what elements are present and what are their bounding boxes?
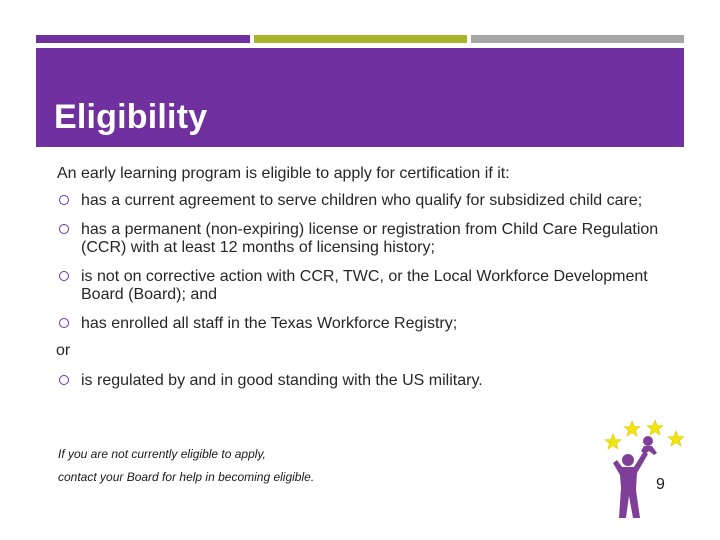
alternative-list <box>57 372 677 390</box>
page-number: 9 <box>656 476 665 493</box>
eligibility-list <box>57 192 677 333</box>
list-item <box>57 268 677 304</box>
slide-title: Eligibility <box>54 98 208 136</box>
intro-text: An early learning program is eligible to apply for certification if it: <box>57 165 510 182</box>
list-item-text: is not on corrective action with CCR, TWC, or the Local Workforce Development Board (Board); and <box>81 268 648 303</box>
list-item <box>57 221 677 257</box>
list-item-text: has a current agreement to serve children who qualify for subsidized child care; <box>81 192 643 209</box>
star-icon <box>668 431 684 446</box>
adult-head-icon <box>622 454 634 466</box>
slide-body <box>57 164 677 401</box>
list-item <box>57 315 677 333</box>
star-icon <box>647 420 663 435</box>
title-band <box>36 48 684 147</box>
list-item <box>57 372 677 390</box>
hollow-circle-bullet-icon <box>59 224 69 234</box>
footnote-line-2: contact your Board for help in becoming eligible. <box>58 470 315 484</box>
accent-bar-green <box>254 35 467 43</box>
accent-bar-purple <box>36 35 250 43</box>
hollow-circle-bullet-icon <box>59 375 69 385</box>
hollow-circle-bullet-icon <box>59 195 69 205</box>
accent-bar-gray <box>471 35 684 43</box>
list-item <box>57 192 677 210</box>
star-icon <box>624 421 640 436</box>
star-icon <box>605 434 621 449</box>
reaching-for-stars-logo <box>600 418 690 523</box>
footnote-line-1: If you are not currently eligible to apply, <box>58 447 266 461</box>
list-item-text: is regulated by and in good standing with the US military. <box>81 372 483 389</box>
child-head-icon <box>643 436 653 446</box>
or-label: or <box>56 342 71 359</box>
list-item-text: has a permanent (non-expiring) license or registration from Child Care Regulation (CCR) with at least 12 months of licensing history; <box>81 221 659 256</box>
hollow-circle-bullet-icon <box>59 318 69 328</box>
list-item-text: has enrolled all staff in the Texas Workforce Registry; <box>81 315 458 332</box>
hollow-circle-bullet-icon <box>59 271 69 281</box>
